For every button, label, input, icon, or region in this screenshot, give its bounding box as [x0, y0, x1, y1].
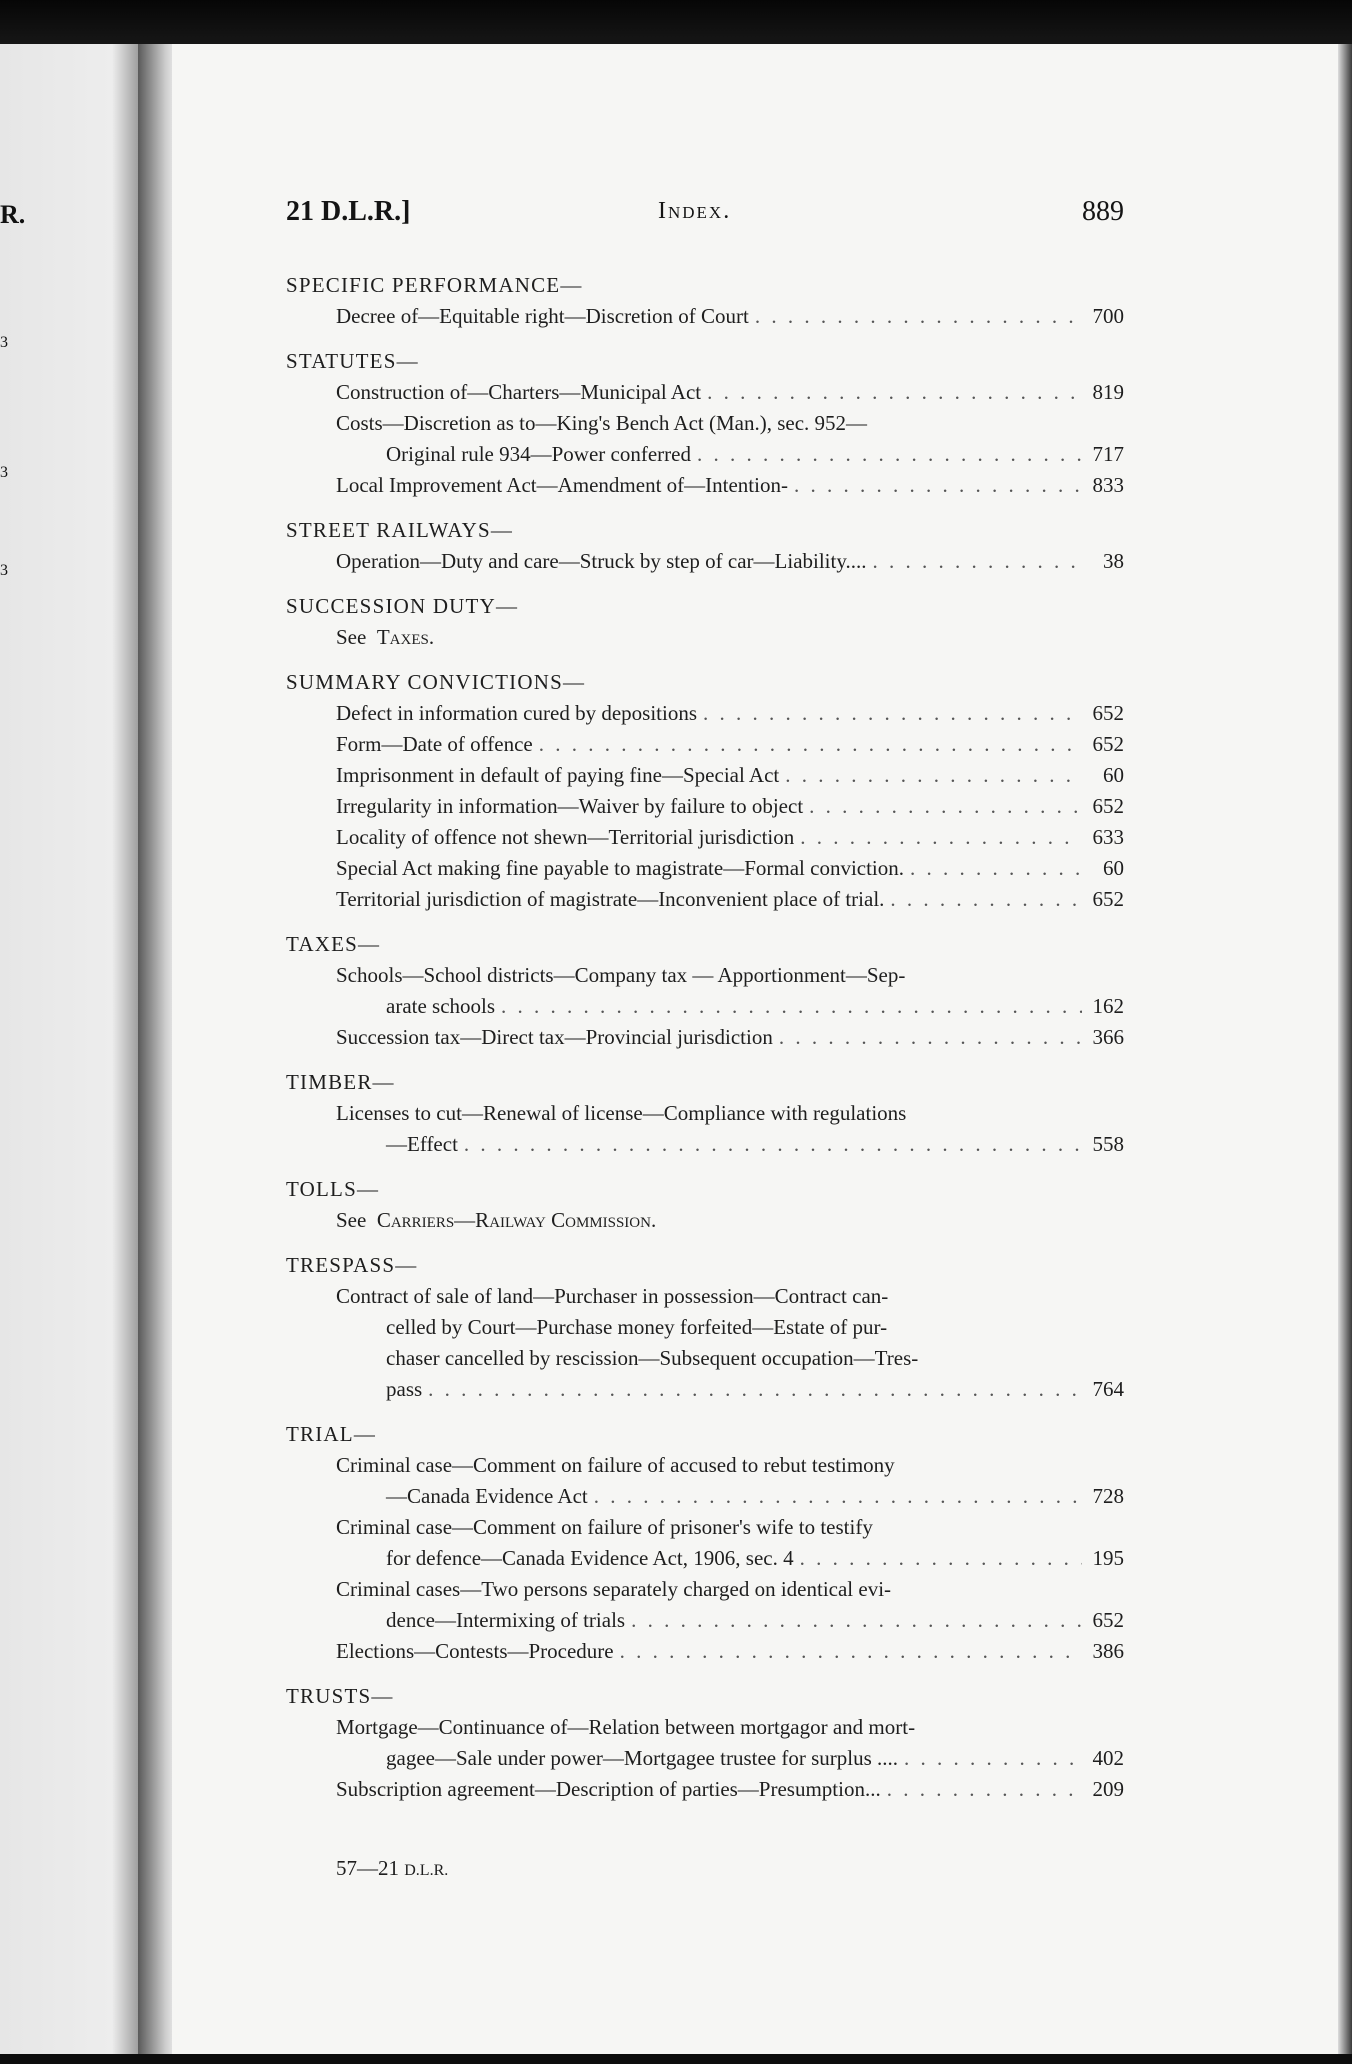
- facing-page-fragment: 3: [0, 464, 8, 481]
- item-text: Elections—Contests—Procedure: [336, 1639, 614, 1663]
- index-item-line: [336, 1450, 1124, 1481]
- item-text: Local Improvement Act—Amendment of—Intention-: [336, 473, 788, 497]
- index-item-line: [336, 1712, 1124, 1743]
- facing-page-edge: [0, 44, 140, 2064]
- entry-heading: TRESPASS—: [286, 1253, 418, 1277]
- leader-dots: [539, 729, 1082, 760]
- item-text: Operation—Duty and care—Struck by step of car—Liability....: [336, 549, 867, 573]
- index-item-line: [336, 760, 1124, 791]
- item-page-ref: 60: [1103, 856, 1124, 880]
- item-page-ref: 558: [1092, 1132, 1124, 1156]
- entry-heading: TRIAL—: [286, 1422, 377, 1446]
- page-right-edge: [1338, 44, 1352, 2064]
- index-item-line: [336, 301, 1124, 332]
- printer-signature: [336, 1856, 448, 1881]
- item-page-ref: 700: [1092, 304, 1124, 328]
- running-header: [286, 196, 1124, 236]
- index-entry: [286, 929, 1124, 1053]
- item-page-ref: 764: [1092, 1377, 1124, 1401]
- item-text: Criminal case—Comment on failure of accused to rebut testimony: [336, 1453, 895, 1477]
- index-entry: [286, 1250, 1124, 1405]
- index-entry: [286, 515, 1124, 577]
- entry-heading: TOLLS—: [286, 1177, 380, 1201]
- index-item-line: [336, 1098, 1124, 1129]
- entry-heading: SUMMARY CONVICTIONS—: [286, 670, 586, 694]
- leader-dots: [631, 1605, 1082, 1636]
- index-item-line: [336, 1636, 1124, 1667]
- index-item-line: [386, 1481, 1124, 1512]
- see-prefix: See: [336, 625, 377, 649]
- index-item-line: [336, 729, 1124, 760]
- leader-dots: [794, 470, 1082, 501]
- item-text: dence—Intermixing of trials: [386, 1608, 626, 1632]
- item-page-ref: 728: [1092, 1484, 1124, 1508]
- leader-dots: [809, 791, 1082, 822]
- item-text: Costs—Discretion as to—King's Bench Act (Man.), sec. 952—: [336, 411, 868, 435]
- see-reference: [336, 622, 1124, 653]
- item-text: celled by Court—Purchase money forfeited—Estate of pur-: [386, 1315, 888, 1339]
- item-text: Territorial jurisdiction of magistrate—Inconvenient place of trial.: [336, 887, 885, 911]
- index-entries: [286, 270, 1124, 1819]
- item-page-ref: 38: [1103, 549, 1124, 573]
- item-page-ref: 833: [1092, 473, 1124, 497]
- see-target: Carriers—Railway Commission.: [376, 1208, 657, 1232]
- page-number: 889: [1082, 196, 1124, 227]
- signature-text: 57—21: [336, 1856, 405, 1880]
- index-item-line: [386, 1605, 1124, 1636]
- index-entry: [286, 1067, 1124, 1160]
- entry-heading: STREET RAILWAYS—: [286, 518, 514, 542]
- volume-label: 21 D.L.R.]: [286, 196, 411, 227]
- index-entry: [286, 1419, 1124, 1667]
- item-text: arate schools: [386, 994, 496, 1018]
- index-item-line: [336, 1022, 1124, 1053]
- page-title: Index.: [658, 198, 732, 224]
- index-item-line: [386, 1374, 1124, 1405]
- item-page-ref: 819: [1092, 380, 1124, 404]
- item-page-ref: 195: [1092, 1546, 1124, 1570]
- leader-dots: [779, 1022, 1082, 1053]
- item-page-ref: 652: [1092, 1608, 1124, 1632]
- index-item-line: [336, 1774, 1124, 1805]
- item-page-ref: 652: [1092, 732, 1124, 756]
- item-text: —Canada Evidence Act: [386, 1484, 588, 1508]
- item-page-ref: 717: [1092, 442, 1124, 466]
- index-item-line: [386, 439, 1124, 470]
- item-page-ref: 652: [1092, 701, 1124, 725]
- item-text: Criminal cases—Two persons separately charged on identical evi-: [336, 1577, 892, 1601]
- index-item-line: [336, 1574, 1124, 1605]
- leader-dots: [755, 301, 1082, 332]
- index-item-line: [336, 470, 1124, 501]
- facing-page-fragment: 3: [0, 562, 8, 579]
- index-item-line: [336, 408, 1124, 439]
- index-item-line: [336, 1512, 1124, 1543]
- item-text: Form—Date of offence: [336, 732, 533, 756]
- item-text: —Effect: [386, 1132, 458, 1156]
- item-page-ref: 402: [1092, 1746, 1124, 1770]
- entry-heading: TRUSTS—: [286, 1684, 394, 1708]
- item-text: Special Act making fine payable to magistrate—Formal conviction.: [336, 856, 905, 880]
- leader-dots: [890, 884, 1082, 915]
- item-text: Succession tax—Direct tax—Provincial jurisdiction: [336, 1025, 773, 1049]
- item-page-ref: 209: [1092, 1777, 1124, 1801]
- item-text: Locality of offence not shewn—Territorial jurisdiction: [336, 825, 795, 849]
- leader-dots: [464, 1129, 1082, 1160]
- leader-dots: [501, 991, 1082, 1022]
- item-page-ref: 652: [1092, 794, 1124, 818]
- facing-page-fragment: 3: [0, 334, 8, 351]
- index-entry: [286, 270, 1124, 332]
- item-text: Construction of—Charters—Municipal Act: [336, 380, 702, 404]
- leader-dots: [910, 853, 1082, 884]
- index-item-line: [336, 377, 1124, 408]
- item-text: Irregularity in information—Waiver by failure to object: [336, 794, 804, 818]
- leader-dots: [428, 1374, 1082, 1405]
- item-text: Criminal case—Comment on failure of prisoner's wife to testify: [336, 1515, 873, 1539]
- entry-heading: STATUTES—: [286, 349, 419, 373]
- item-text: Decree of—Equitable right—Discretion of Court: [336, 304, 749, 328]
- signature-abbrev: D.L.R.: [404, 1862, 449, 1879]
- scan-bottom-shadow: [0, 2054, 1352, 2064]
- item-text: Licenses to cut—Renewal of license—Compliance with regulations: [336, 1101, 907, 1125]
- see-reference: [336, 1205, 1124, 1236]
- index-item-line: [386, 991, 1124, 1022]
- item-text: Imprisonment in default of paying fine—Special Act: [336, 763, 780, 787]
- facing-page-fragment: R.: [0, 200, 26, 229]
- index-item-line: [336, 1281, 1124, 1312]
- index-item-line: [336, 822, 1124, 853]
- item-text: Subscription agreement—Description of parties—Presumption...: [336, 1777, 881, 1801]
- leader-dots: [800, 822, 1082, 853]
- see-target: Taxes.: [376, 625, 435, 649]
- leader-dots: [703, 698, 1082, 729]
- leader-dots: [800, 1543, 1082, 1574]
- item-text: gagee—Sale under power—Mortgagee trustee for surplus ....: [386, 1746, 899, 1770]
- leader-dots: [620, 1636, 1082, 1667]
- index-item-line: [336, 698, 1124, 729]
- item-text: pass: [386, 1377, 423, 1401]
- index-item-line: [336, 791, 1124, 822]
- item-page-ref: 60: [1103, 763, 1124, 787]
- leader-dots: [785, 760, 1082, 791]
- item-page-ref: 652: [1092, 887, 1124, 911]
- index-item-line: [386, 1129, 1124, 1160]
- entry-heading: SUCCESSION DUTY—: [286, 594, 519, 618]
- leader-dots: [594, 1481, 1082, 1512]
- entry-heading: TIMBER—: [286, 1070, 395, 1094]
- index-entry: [286, 1681, 1124, 1805]
- see-prefix: See: [336, 1208, 377, 1232]
- leader-dots: [707, 377, 1082, 408]
- leader-dots: [873, 546, 1083, 577]
- index-item-line: [386, 1343, 1124, 1374]
- leader-dots: [904, 1743, 1082, 1774]
- index-entry: [286, 1174, 1124, 1236]
- item-text: Mortgage—Continuance of—Relation between mortgagor and mort-: [336, 1715, 916, 1739]
- item-page-ref: 366: [1092, 1025, 1124, 1049]
- index-entry: [286, 346, 1124, 501]
- item-page-ref: 633: [1092, 825, 1124, 849]
- index-item-line: [336, 853, 1124, 884]
- item-page-ref: 386: [1092, 1639, 1124, 1663]
- index-item-line: [336, 546, 1124, 577]
- entry-heading: TAXES—: [286, 932, 381, 956]
- index-entry: [286, 591, 1124, 653]
- item-text: Defect in information cured by depositions: [336, 701, 697, 725]
- index-item-line: [386, 1312, 1124, 1343]
- index-item-line: [386, 1543, 1124, 1574]
- entry-heading: SPECIFIC PERFORMANCE—: [286, 273, 583, 297]
- item-text: chaser cancelled by rescission—Subsequent occupation—Tres-: [386, 1346, 919, 1370]
- item-text: Original rule 934—Power conferred: [386, 442, 691, 466]
- index-entry: [286, 667, 1124, 915]
- leader-dots: [697, 439, 1082, 470]
- index-item-line: [336, 960, 1124, 991]
- item-page-ref: 162: [1092, 994, 1124, 1018]
- index-item-line: [336, 884, 1124, 915]
- item-text: Contract of sale of land—Purchaser in possession—Contract can-: [336, 1284, 889, 1308]
- item-text: for defence—Canada Evidence Act, 1906, sec. 4: [386, 1546, 794, 1570]
- index-item-line: [386, 1743, 1124, 1774]
- item-text: Schools—School districts—Company tax — Apportionment—Sep-: [336, 963, 906, 987]
- leader-dots: [887, 1774, 1082, 1805]
